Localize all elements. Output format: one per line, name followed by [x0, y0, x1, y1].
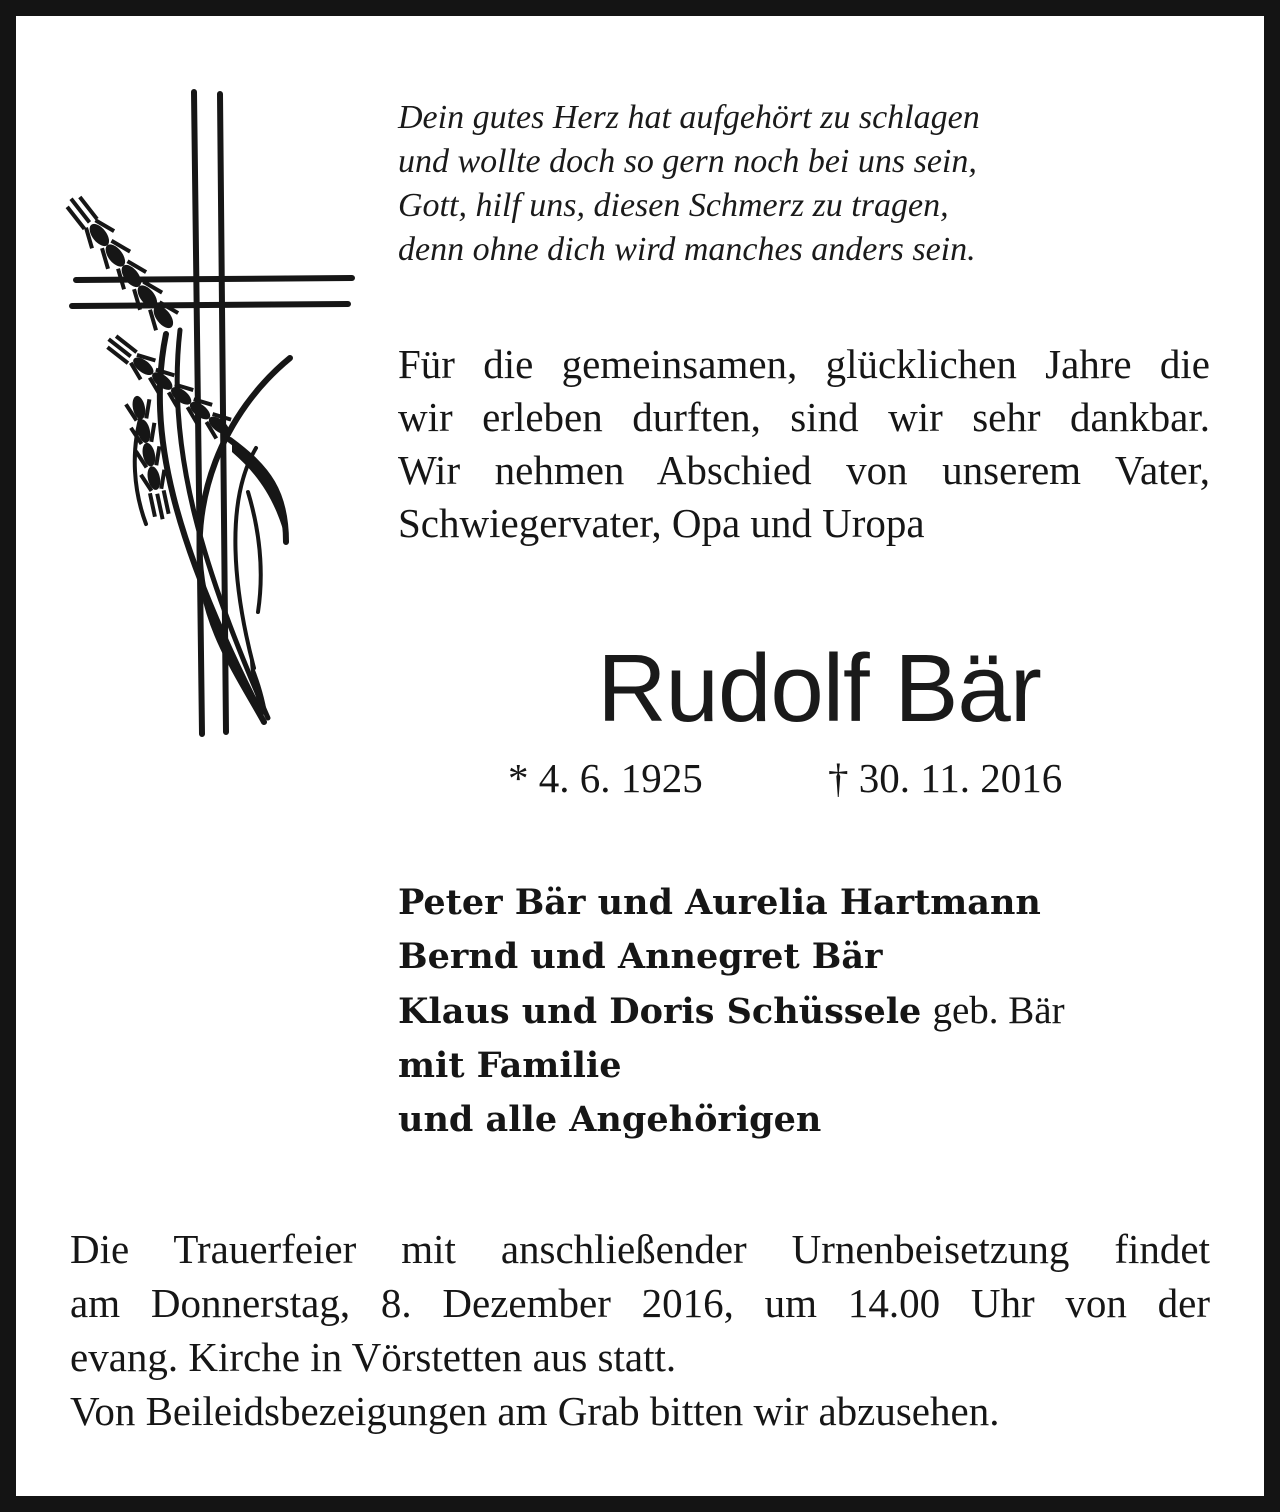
- birth-date: * 4. 6. 1925: [508, 755, 703, 801]
- notice-line: Von Beileidsbezeigungen am Grab bitten wir abzusehen.: [70, 1388, 1000, 1434]
- verse-line: Gott, hilf uns, diesen Schmerz zu tragen,: [398, 187, 949, 224]
- deceased-name: Rudolf Bär: [597, 635, 1041, 742]
- farewell-text: [398, 338, 1210, 550]
- funeral-notice: [70, 1222, 1210, 1438]
- farewell-line: Schwiegervater, Opa und Uropa: [398, 500, 925, 546]
- death-date: † 30. 11. 2016: [828, 755, 1063, 801]
- mourners-list: [398, 876, 1198, 1147]
- verse-line: denn ohne dich wird manches anders sein.: [398, 231, 976, 268]
- notice-line: evang. Kirche in Vörstetten aus statt.: [70, 1334, 677, 1380]
- cross-with-wheat-icon: [54, 72, 374, 752]
- verse-line: Dein gutes Herz hat aufgehört zu schlagen: [398, 99, 980, 136]
- farewell-line: wir erleben durften, sind wir sehr dankbar.: [398, 394, 1210, 440]
- mourner-line: Klaus und Doris Schüssele: [398, 991, 922, 1032]
- mourner-line: mit Familie: [398, 1045, 622, 1086]
- farewell-line: Für die gemeinsamen, glücklichen Jahre die: [398, 341, 1210, 387]
- maiden-name-note: geb. Bär: [932, 989, 1065, 1032]
- notice-line: am Donnerstag, 8. Dezember 2016, um 14.00 Uhr von der: [70, 1280, 1210, 1326]
- notice-line: Die Trauerfeier mit anschließender Urnenbeisetzung findet: [70, 1226, 1210, 1272]
- farewell-line: Wir nehmen Abschied von unserem Vater,: [398, 447, 1210, 493]
- memorial-verse: [398, 96, 1218, 272]
- mourner-line: Bernd und Annegret Bär: [398, 936, 883, 977]
- verse-line: und wollte doch so gern noch bei uns sein,: [398, 143, 977, 180]
- mourner-line: Peter Bär und Aurelia Hartmann: [398, 882, 1041, 923]
- mourner-line: und alle Angehörigen: [398, 1099, 822, 1140]
